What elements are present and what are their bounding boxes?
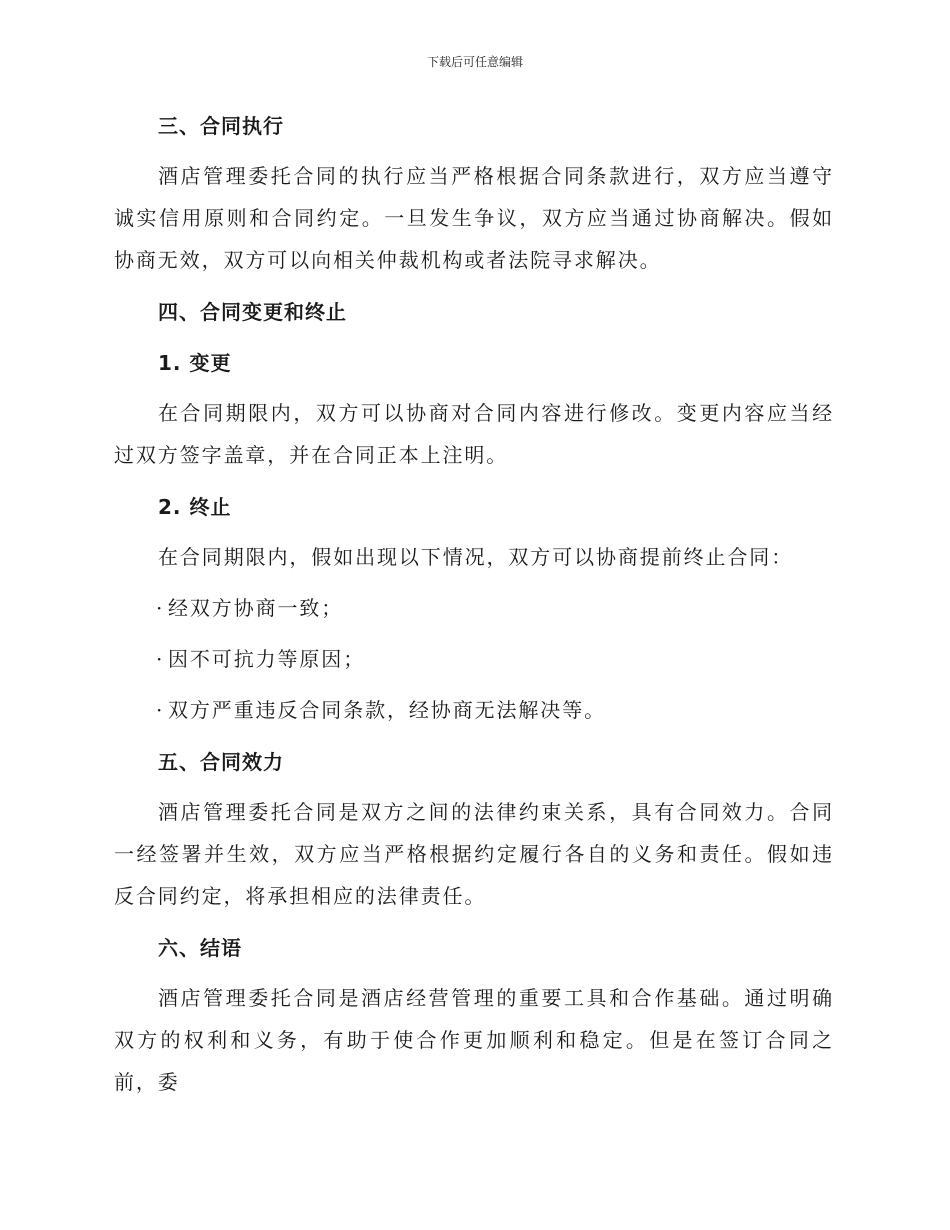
bullet-icon: · [156,698,165,722]
bullet-icon: · [156,596,165,620]
list-item [114,689,834,731]
list-item-text: 双方严重违反合同条款，经协商无法解决等。 [168,698,606,722]
paragraph-change: 在合同期限内，双方可以协商对合同内容进行修改。变更内容应当经过双方签字盖章，并在合同正本上注明。 [114,401,834,467]
list-item [114,587,834,629]
paragraph-conclusion: 酒店管理委托合同是酒店经营管理的重要工具和合作基础。通过明确双方的权利和义务，有助于使合作更加顺利和稳定。但是在签订合同之前，委 [114,986,834,1094]
list-item-text: 经双方协商一致； [168,596,344,620]
list-item-text: 因不可抗力等原因； [168,647,366,671]
subheading-change: 1. 变更 [158,351,232,375]
section-heading-change-termination: 四、合同变更和终止 [158,300,347,324]
paragraph-termination: 在合同期限内，假如出现以下情况，双方可以协商提前终止合同： [158,545,794,569]
bullet-icon: · [156,647,165,671]
paragraph-validity: 酒店管理委托合同是双方之间的法律约束关系，具有合同效力。合同一经签署并生效，双方应当严格根据约定履行各自的义务和责任。假如违反合同约定，将承担相应的法律责任。 [114,800,834,908]
subheading-termination: 2. 终止 [158,495,232,519]
page-header: 下载后可任意编辑 [426,55,523,69]
section-heading-conclusion: 六、结语 [158,936,242,960]
section-heading-validity: 五、合同效力 [158,750,284,774]
section-heading-execution: 三、合同执行 [158,114,284,138]
paragraph-execution: 酒店管理委托合同的执行应当严格根据合同条款进行，双方应当遵守诚实信用原则和合同约定。一旦发生争议，双方应当通过协商解决。假如协商无效，双方可以向相关仲裁机构或者法院寻求解决。 [114,164,834,272]
list-item [114,638,834,680]
document-body [114,104,834,1112]
